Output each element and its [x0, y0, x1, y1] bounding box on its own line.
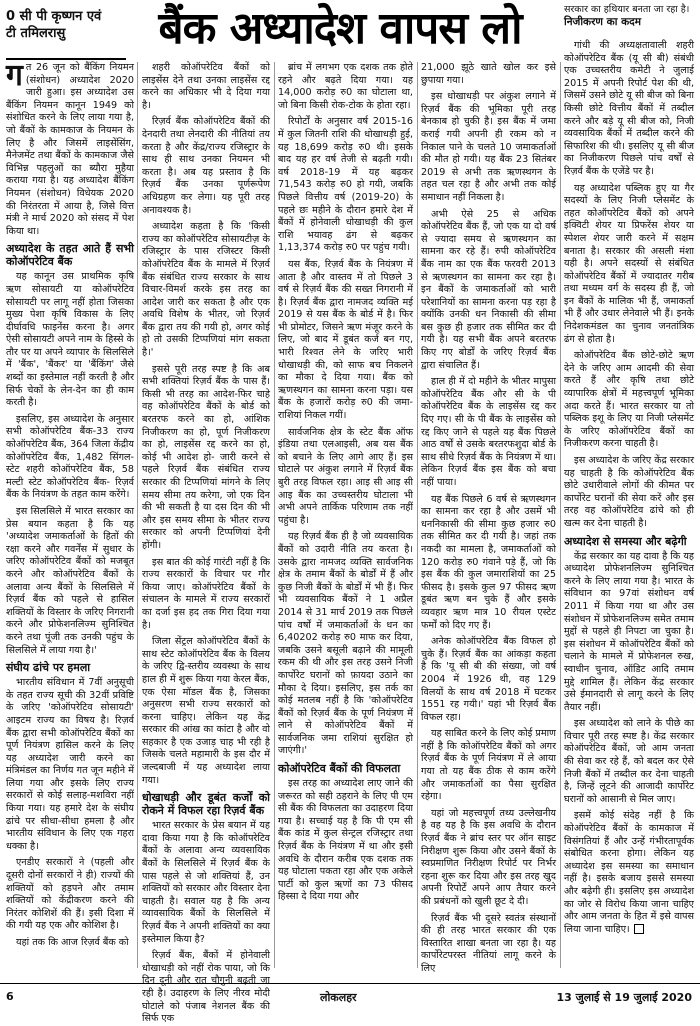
paragraph: यहां जो महत्त्वपूर्ण तथ्य उल्लेखनीय है वह यह है कि इस अवधि के दौरान रिज़र्व बैंक ने ब्रांच स्तर पर ऑन साइट निरीक्षण शुरू किया और उसने बैंकों के स्वप्रमाणित निरीक्षण रिपोर्ट पर निर्भर रहना शुरू कर दिया और इस तरह खुद अपनी रिपोर्टें अपने आप तैयार करने की प्रबंधनों को खुली छूट दे दी।	[421, 807, 556, 907]
paragraph: यह कानून उस प्राथमिक कृषि ऋण सोसायटी या कोऑपरेटिव सोसायटी पर लागू नहीं होता जिसका मुख्य पेशा कृषि विकास के लिए दीर्घावधि फाइनेंस करना है। अगर ऐसी सोसायटी अपने नाम के हिस्से के तौर पर या अपने व्यापार के सिलसिले में 'बैंक', 'बैंकर' या 'बैंकिंग' जैसे शब्दों का इस्तेमाल नहीं करती है और सिर्फ चेकों के लेन-देन का ही काम करती है।	[6, 271, 134, 409]
paragraph: यह साबित करने के लिए कोई प्रमाण नहीं है कि कोऑपरेटिव बैंकों को अगर रिज़र्व बैंक के पूर्ण नियंत्रण में ले आया गया तो यह बैंक ठीक से काम करेंगे और जमाकर्ताओं का पैसा सुरक्षित रहेगा।	[421, 728, 556, 803]
paragraph: जिला सेंट्रल कोऑपरेटिव बैंकों के साथ स्टेट कोऑपरेटिव बैंक के विलय के जरिए द्वि-स्तरीय व्यवस्था के साथ हाल ही में शुरू किया गया केरल बैंक, एक ऐसा मॉडल बैंक है, जिसका अनुसरण सभी राज्य सरकारों को करना चाहिए। लेकिन यह केंद्र सरकार की आंख का कांटा है और वो सहकार है एक उजाड़ चाह भी रही है जिसके चलते महामारी के इस दौर में जल्दबाजी में यह अध्यादेश लाया गया।	[142, 636, 270, 786]
paragraph: इसलिए, इस अध्यादेश के अनुसार सभी कोऑपरेटिव बैंक-33 राज्य कोऑपरेटिव बैंक, 364 जिला केंद्रीय कोऑपरेटिव बैंक, 1,482 सिंगल-स्टेट शहरी कोऑपरेटिव बैंक, 58 मल्टी स्टेट कोऑपरेटिव बैंक- रिज़र्व बैंक के नियंत्रण के तहत काम करेंगे।	[6, 413, 134, 501]
article-column-2	[142, 62, 270, 1025]
end-mark-icon	[634, 924, 644, 934]
paragraph: कोऑपरेटिव बैंक छोटे-छोटे ऋण देने के जरिए आम आदमी की सेवा करते हैं और कृषि तथा छोटे व्यापारिक क्षेत्रों में महत्त्वपूर्ण भूमिका अदा करते हैं। भारत सरकार या तो पब्लिक इशू के लिए या निजी प्लेसमेंट के जरिए कोऑपरेटिव बैंकों का निजीकरण करना चाहती है।	[564, 350, 694, 450]
paragraph: इस सिलसिले में भारत सरकार का प्रेस बयान कहता है कि यह 'अध्यादेश जमाकर्ताओं के हितों की रक्षा करने और गवर्नेंस में सुधार के जरिए कोऑपरेटिव बैंकों को मजबूत करने और कोऑपरेटिव बैंकों के अलावा अन्य बैंकों के सिलसिले में रिज़र्व बैंक को पहले से हासिल शक्तियों के विस्तार के जरिए निगरानी करने और प्रोफेशनलिज्म सुनिश्चित करने तथा पूंजी तक उनकी पहुंच के सिलसिले में लाया गया है।'	[6, 506, 134, 656]
column-rule	[560, 62, 561, 968]
publication-name: लोकलहर	[320, 991, 357, 1004]
byline	[6, 8, 126, 60]
paragraph: अभी ऐसे 25 से अधिक कोऑपरेटिव बैंक हैं, जो एक या दो वर्ष से ज्यादा समय से ऋणस्थगन का सामना कर रहे हैं। रुपी कोऑपरेटिव बैंक नाम का एक बैंक फरवरी 2013 से ऋणस्थगन का सामना कर रहा है। इन बैंकों के जमाकर्ताओं को भारी परेशानियों का सामना करना पड़ रहा है क्योंकि उनकी धन निकासी की सीमा बस कुछ ही हजार तक सीमित कर दी गयी है। यह सभी बैंक अपने बरतरफ किए गए बोर्डों के जरिए रिज़र्व बैंक द्वारा संचालित हैं।	[421, 208, 556, 371]
subheading-privatization: निजीकरण का कदम	[564, 16, 642, 28]
issue-date: 13 जुलाई से 19 जुलाई 2020	[556, 991, 692, 1004]
headline: बैंक अध्यादेश वापस लो	[158, 3, 522, 54]
paragraph: शहरी कोऑपरेटिव बैंकों को लाइसेंस देने तथा उनका लाइसेंस रद्द करने का अधिकार भी दे दिया गया है।	[142, 62, 270, 111]
paragraph: यह रिज़र्व बैंक ही है जो व्यवसायिक बैंकों को उदारी नीति तय करता है। उसके द्वारा नामजद व्यक्ति सार्वजनिक क्षेत्र के तमाम बैंकों के बोर्डों में हैं और कुछ निजी बैंकों के बोर्डों में भी हैं। फिर भी व्यवसायिक बैंकों ने 1 अप्रैल 2014 से 31 मार्च 2019 तक पिछले पांच वर्षों में जमाकर्ताओं के धन का 6,40202 करोड़ रु0 माफ कर दिया, जबकि उसने बसूली बढ़ाने की मामूली रकम की थी और इस तरह उसने निजी कार्पोरेट घरानों को फ़ायदा उठाने का मौका दे दिया। इसलिए, इस तर्क का कोई मतलब नहीं है कि 'कोऑपरेटिव बैंकों को रिज़र्व बैंक के पूर्ण नियंत्रण में लाने से कोऑपरेटिव बैंकों में सार्वजनिक जमा राशियां सुरक्षित हो जाएंगी।'	[278, 531, 413, 757]
paragraph: गत 26 जून को बैंकिंग नियमन (संशोधन) अध्यादेश 2020 जारी हुआ। इस अध्यादेश उस बैंकिंग नियमन कानून 1949 को संशोधित करने के लिए लाया गया है, जो बैंकों के कामकाज के नियमन के लिए है और जिसमें लाइसेंसिंग, मैनेजमेंट तथा बैंकों के कामकाज जैसे विभिन्न पहलुओं का ब्यौरा मुहैया कराया गया है। यह अध्यादेश बैंकिंग नियमन (संशोधन) विधेयक 2020 की निरंतरता में आया है, जिसे वित्त मंत्री ने मार्च 2020 को संसद में पेश किया था।	[6, 58, 134, 237]
paragraph: इस अध्यादेश के जरिए केंद्र सरकार यह चाहती है कि कोऑपरेटिव बैंक छोटे उधारीवाले लोगों की कीमत पर कार्पोरेट घरानों की सेवा करें और इस तरह वह कोऑपरेटिव ढांचे को ही खत्म कर देना चाहती है।	[564, 455, 694, 529]
paragraph: रिपोर्टों के अनुसार वर्ष 2015-16 में कुल जितनी राशि की धोखाधड़ी हुई, यह 18,699 करोड़ रु0 थी। इसके बाद यह हर वर्ष तेजी से बढ़ती गयी। वर्ष 2018-19 में यह बढ़कर 71,543 करोड़ रु0 हो गयी, जबकि पिछले वित्तीय वर्ष (2019-20) के पहले छः महीने के दौरान हमारे देश में बैंकों में होनेवाली धोखाधड़ी की कुल राशि भयावह ढंग से बढ़कर 1,13,374 करोड़ रु0 पर पहुंच गयी।	[278, 116, 413, 254]
paragraph: एनडीए सरकारों ने (पहली और दूसरी दोनों सरकारों ने ही) राज्यों की शक्तियों को हड़पने और तमाम शक्तियों को केंद्रीकरण करने की निरंतर कोशिशें की हैं। इसी दिशा में की गयी यह एक और कोशिश है।	[6, 857, 134, 932]
paragraph: इस तरह का अध्यादेश लाए जाने की जरूरत को सही ठहराने के लिए पी एम सी बैंक की विफलता का उदाहरण दिया गया है। सच्चाई यह है कि पी एम सी बैंक कांड में कुल सेन्ट्रल रजिस्ट्रार तथा रिज़र्व बैंक के नियंत्रण में था और इसी अवधि के दौरान करीब एक दशक तक यह घोटाला पकता रहा और एक अकेले पार्टी को कुल ऋणों का 73 फीसद हिस्सा दे दिया गया और	[278, 778, 413, 903]
continuation-text: सरकार का हथियार बनता जा रहा है।	[564, 4, 690, 15]
subheading: कोऑपरेटिव बैंकों की विफलता	[278, 762, 401, 776]
subheading: संघीय ढांचे पर हमला	[6, 661, 91, 675]
paragraph: यहां तक कि आज रिज़र्व बैंक को	[16, 937, 129, 948]
byline-line-1: 0 सी पी कृष्णन एवं	[6, 9, 102, 24]
paragraph: रिज़र्व बैंक, बैंकों में होनेवाली धोखाधड़ी को नहीं रोक पाया, जो कि दिन दूनी और रात चौगुनी बढ़ती जा रही है। उदाहरण के लिए नीरव मोदी घोटाले को पंजाब नेशनल बैंक की सिर्फ एक	[142, 950, 270, 1025]
paragraph: भारत सरकार के प्रेस बयान में यह दावा किया गया है कि कोऑपरेटिव बैंकों के अलावा अन्य व्यवसायिक बैंकों के सिलसिले में रिज़र्व बैंक के पास पहले से जो शक्तियां हैं, उन शक्तियों को सरकार और विस्तार देना चाहती है। सवाल यह है कि अन्य व्यावसायिक बैंकों के सिलसिले में रिज़र्व बैंक ने अपनी शक्तियों का क्या इस्तेमाल किया है?	[142, 820, 270, 945]
article-column-3	[278, 62, 413, 972]
column-rule	[417, 62, 418, 968]
top-right-snippet	[564, 4, 694, 28]
paragraph: यस बैंक, रिज़र्व बैंक के नियंत्रण में आता है और वास्तव में तो पिछले 3 वर्ष से रिज़र्व बैंक की सख्त निगरानी में है। रिज़र्व बैंक द्वारा नामजद व्यक्ति मई 2019 से यस बैंक के बोर्ड में है। फिर भी प्रोमोटर, जिसने ऋण मंजूर करने के लिए, जो बाद में डूबंत कर्ज बन गए, भारी रिश्वत लेने के जरिए भारी धोखाधड़ी की, को साफ बच निकलने का मौका दे दिया गया। बैंक को ऋणस्थगन का सामना करना पड़ा। यस बैंक के हजारों करोड़ रु0 की जमा-राशियां निकल गयीं।	[278, 258, 413, 422]
page-number: 6	[6, 990, 14, 1003]
paragraph: इस धोखाधड़ी पर अंकुश लगाने में रिज़र्व बैंक की भूमिका पूरी तरह बेनकाब हो चुकी है। इस बैंक में जमा कराई गयी अपनी ही रकम को न निकाल पाने के चलते 10 जमाकर्ताओं की मौत हो गयी। यह बैंक 23 सितंबर 2019 से अभी तक ऋणस्थगन के तहत चल रहा है और अभी तक कोई समाधान नहीं निकला है।	[421, 91, 556, 203]
paragraph: 21,000 झूठे खाते खोल कर इसे छुपाया गया।	[421, 62, 556, 86]
paragraph: अनेक कोऑपरेटिव बैंक विफल हो चुके हैं। रिज़र्व बैंक का आंकड़ा कहता है कि 'यू सी बी की संख्या, जो वर्ष 2004 में 1926 थी, वह 129 विलयों के साथ वर्ष 2018 में घटकर 1551 रह गयी।' यहां भी रिज़र्व बैंक विफल रहा।	[421, 636, 556, 723]
paragraph: इसमें कोई संदेह नहीं है कि कोऑपरेटिव बैंकों के कामकाज में विसंगतियां हैं और उन्हें गंभीरतापूर्वक संबोधित करना होगा। लेकिन यह अध्यादेश इस समस्या का समाधान नहीं है। इसके बजाय इससे समस्या और बढ़ेगी ही। इसलिए इस अध्यादेश का जोर से विरोध किया जाना चाहिए और आम जनता के हित में इसे वापस लिया जाना चाहिए।	[564, 810, 694, 935]
paragraph: ब्रांच में लगभग एक दशक तक होते रहने और बढ़ते दिया गया। यह 14,000 करोड़ रु0 का घोटाला था, जो बिना किसी रोक-टोक के होता रहा।	[278, 62, 413, 111]
paragraph: रिज़र्व बैंक भी दूसरे स्वतंत्र संस्थानों की ही तरह भारत सरकार की एक विस्तारित शाखा बनता जा रहा है। यह कार्पोरेटपरस्त नीतियां लागू करने के लिए	[421, 912, 556, 974]
column-rule	[137, 62, 138, 968]
paragraph: इस बात की कोई गारंटी नहीं है कि राज्य सरकारों के विचार पर गौर किया जाए। कोऑपरेटिव बैंकों के संचालन के मामले में राज्य सरकारों का दर्जा इस हद तक गिरा दिया गया है।	[142, 556, 270, 631]
article-column-1	[6, 58, 134, 972]
paragraph: यह बैंक पिछले 6 वर्ष से ऋणस्थगन का सामना कर रहा है और उसमें भी धननिकासी की सीमा कुछ हजार रु0 तक सीमित कर दी गयी है। जहां तक नकदी का मामला है, जमाकर्ताओं को 120 करोड़ रु0 गंवाने पड़े हैं, जो कि इस बैंक की कुल जमाराशियों का 25 फीसद है। इसके कुल 97 फीसद ऋण डूबंत ऋण बन चुके हैं और इसके व्यवहार ऋण मात्र 10 रीयल एस्टेट फर्मों को दिए गए हैं।	[421, 493, 556, 631]
paragraph: हाल ही में दो महीने के भीतर मापुसा कोऑपरेटिव बैंक और सी के पी कोऑपरेटिव बैंक के लाइसेंस रद्द कर दिए गए। सी के पी बैंक के लाइसेंस को रद्द किए जाने से पहले यह बैंक पिछले आठ वर्षों से उसके बरतरफशुदा बोर्ड के साथ सीधे रिज़र्व बैंक के नियंत्रण में था। लेकिन रिज़र्व बैंक इस बैंक को बचा नहीं पाया।	[421, 376, 556, 488]
paragraph: रिज़र्व बैंक कोऑपरेटिव बैंकों की देनदारी तथा लेनदारी की नीतियां तय करता है और केंद्र/राज्य रजिस्ट्रार के साथ ही साथ उनका नियमन भी करता है। अब यह प्रस्ताव है कि रिज़र्व बैंक उनका पूर्णरूपेण अधिग्रहण कर लेगा। यह पूरी तरह अनावश्यक है।	[142, 116, 270, 216]
paragraph: केंद्र सरकार का यह दावा है कि यह अध्यादेश प्रोफेशनलिज्म सुनिश्चित करने के लिए लाया गया है। भारत के संविधान का 97वां संशोधन वर्ष 2011 में किया गया था और उस संशोधन में प्रोफेशनलिज्म समेत तमाम मुद्दों से पहले ही निपटा जा चुका है। इस संशोधन में कोऑपरेटिव बैंकों को चलाने के मामले में प्रोफेशनल रुख, स्वाधीन चुनाव, ऑडिट आदि तमाम मुद्दे शामिल हैं। लेकिन केंद्र सरकार उसे ईमानदारी से लागू करने के लिए तैयार नहीं।	[564, 550, 694, 713]
paragraph: इस अध्यादेश को लाने के पीछे का विचार पूरी तरह स्पष्ट है। केंद्र सरकार कोऑपरेटिव बैंकों, जो आम जनता की सेवा कर रहे हैं, को बदल कर ऐसे निजी बैंकों में तब्दील कर देना चाहती है, जिन्हें लूटने की आजादी कार्पोरेट घरानों को आसानी से मिल जाए।	[564, 718, 694, 805]
subheading: अध्यादेश से समस्या और बढ़ेगी	[564, 534, 687, 548]
article-column-5	[564, 40, 694, 972]
paragraph: भारतीय संविधान में 7वीं अनुसूची के तहत राज्य सूची की 32वीं प्रविष्टि के जरिए 'कोऑपरेटिव सोसायटी' आइटम राज्य का विषय है। रिज़र्व बैंक द्वारा सभी कोऑपरेटिव बैंकों का पूर्ण नियंत्रण हासिल करने के लिए यह अध्यादेश जारी करने का मंत्रिमंडल का निर्णय गत जून महीने में लिया गया और इसके लिए राज्य सरकारों से कोई सलाह-मशविरा नहीं किया गया। यह हमारे देश के संघीय ढांचे पर सीधा-सीधा हमला है और भारतीय संविधान के लिए एक गहरा धक्का है।	[6, 677, 134, 852]
page-footer	[0, 983, 700, 1008]
subheading: अध्यादेश के तहत आते हैं सभी कोऑपरेटिव बैंक	[6, 242, 134, 269]
paragraph: इससे पूरी तरह स्पष्ट है कि अब सभी शक्तियां रिज़र्व बैंक के पास हैं। किसी भी तरह का आदेश-फिर चाहे वह कोऑपरेटिव बैंकों के बोर्ड को बरतरफ करने का हो, आंशिक निजीकरण का हो, पूर्ण निजीकरण का हो, लाइसेंस रद्द करने का हो, कोई भी आदेश हो- जारी करने से पहले रिज़र्व बैंक संबंधित राज्य सरकार की टिप्पणियां मांगने के लिए समय सीमा तय करेगा, जो एक दिन की भी सकती है या दस दिन की भी और इस समय सीमा के भीतर राज्य सरकार को अपनी टिप्पणियां देनी होंगी।	[142, 363, 270, 551]
paragraph: यह अध्यादेश पब्लिक हुए या गैर सदस्यों के लिए निजी प्लेसमेंट के तहत कोऑपरेटिव बैंकों को अपने इक्विटी शेयर या प्रिफरेंस शेयर या स्पेशल शेयर जारी करने में सक्षम बनाता है। सरकार की असली मंशा यही है। अपने सदस्यों से संबंधित कोऑपरेटिव बैंकों में ज्यादातर गरीब तथा मध्यम वर्ग के सदस्य ही हैं, जो इन बैंकों के मालिक भी हैं, जमाकर्ता भी हैं और उधार लेनेवाले भी हैं। इनके निदेशकमंडल का चुनाव जनतांत्रिक ढंग से होता है।	[564, 182, 694, 345]
byline-line-2: टी तमिलरासु	[6, 26, 66, 41]
article-column-4	[421, 62, 556, 972]
drop-cap: ग	[6, 58, 23, 93]
paragraph: सार्वजनिक क्षेत्र के स्टेट बैंक ऑफ इंडिया तथा एलआइसी, अब यस बैंक को बचाने के लिए आगे आए हैं। इस घोटाले पर अंकुश लगाने में रिज़र्व बैंक बुरी तरह विफल रहा। आइ सी आइ सी आइ बैंक का उच्चस्तरीय घोटाला भी अभी अपने तार्किक परिणाम तक नहीं पहुंचा है।	[278, 426, 413, 526]
paragraph: अध्यादेश कहता है कि 'किसी राज्य का कोऑपरेटिव सोसायटीज़ के रजिस्ट्रार के पास रजिस्टर किसी कोऑपरेटिव बैंक के मामले में रिज़र्व बैंक संबंधित राज्य सरकार के साथ विचार-विमर्श करके इस तरह का आदेश जारी कर सकता है और एक अवधि विशेष के भीतर, जो रिज़र्व बैंक द्वारा तय की गयी हो, अगर कोई हो तो उसकी टिप्पणियां मांग सकता है।'	[142, 221, 270, 359]
paragraph: गांधी की अध्यक्षतावाली शहरी कोऑपरेटिव बैंक (यू सी बी) संबंधी एक उच्चस्तरीय कमेटी ने जुलाई 2015 में अपनी रिपोर्ट पेश की थी, जिसमें उसने छोटे यू सी बीज को बिना किसी छोटे वित्तीय बैंकों में तब्दील करने और बड़े यू सी बीज को, निजी व्यवसायिक बैंकों में तब्दील करने की सिफारिश की थी। इसलिए यू सी बीज का निजीकरण पिछले पांच वर्षों से रिज़र्व बैंक के एजेंडे पर है।	[564, 40, 694, 177]
subheading: धोखाधड़ी और डूबंत कर्जों को रोकने में विफल रहा रिज़र्व बैंक	[142, 791, 270, 818]
column-rule	[274, 62, 275, 968]
